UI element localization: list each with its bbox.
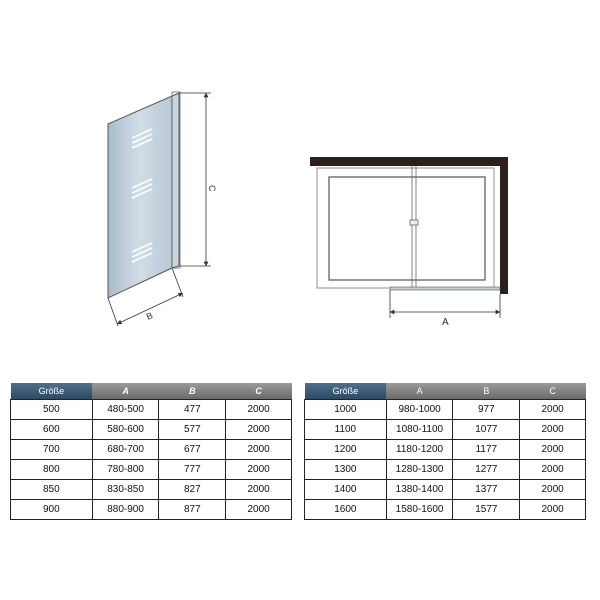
label-a: A — [442, 317, 449, 328]
size-table-left — [10, 383, 292, 520]
table-row — [11, 440, 292, 460]
cell-c: 2000 — [520, 400, 586, 420]
cell-b: 677 — [159, 440, 226, 460]
cell-size: 500 — [11, 400, 93, 420]
cell-a: 1280-1300 — [386, 460, 453, 480]
cell-size: 900 — [11, 500, 93, 520]
cell-b: 1077 — [453, 420, 520, 440]
table-row — [305, 420, 586, 440]
glass-panel-plan — [390, 287, 500, 290]
cell-size: 700 — [11, 440, 93, 460]
cell-c: 2000 — [520, 440, 586, 460]
header-b: B — [159, 383, 226, 400]
header-a: A — [386, 383, 453, 400]
glass-edge — [172, 93, 179, 268]
cell-a: 780-800 — [92, 460, 159, 480]
cell-b: 827 — [159, 480, 226, 500]
cell-c: 2000 — [520, 460, 586, 480]
header-c: C — [520, 383, 586, 400]
table-row — [305, 400, 586, 420]
cell-c: 2000 — [226, 460, 292, 480]
cell-size: 850 — [11, 480, 93, 500]
cell-b: 1577 — [453, 500, 520, 520]
table-row — [305, 480, 586, 500]
dimension-c — [180, 93, 211, 266]
cell-size: 1300 — [305, 460, 387, 480]
cell-b: 977 — [453, 400, 520, 420]
stabilizer-bar — [410, 166, 418, 287]
label-c: C — [207, 185, 217, 192]
cell-a: 980-1000 — [386, 400, 453, 420]
cell-c: 2000 — [226, 500, 292, 520]
dimension-a — [390, 290, 500, 318]
cell-c: 2000 — [520, 480, 586, 500]
cell-size: 1000 — [305, 400, 387, 420]
cell-b: 577 — [159, 420, 226, 440]
cell-size: 1100 — [305, 420, 387, 440]
table-header-row — [11, 383, 292, 400]
shower-tray-outer — [317, 168, 494, 288]
cell-c: 2000 — [520, 420, 586, 440]
cell-b: 777 — [159, 460, 226, 480]
table-row — [11, 460, 292, 480]
shower-tray-inner — [329, 177, 485, 280]
cell-b: 477 — [159, 400, 226, 420]
table-row — [11, 420, 292, 440]
cell-a: 1080-1100 — [386, 420, 453, 440]
cell-size: 1200 — [305, 440, 387, 460]
cell-a: 680-700 — [92, 440, 159, 460]
table-row — [11, 480, 292, 500]
cell-c: 2000 — [520, 500, 586, 520]
header-size: Größe — [305, 383, 387, 400]
table-row — [11, 400, 292, 420]
cell-b: 1177 — [453, 440, 520, 460]
cell-a: 480-500 — [92, 400, 159, 420]
cell-a: 1580-1600 — [386, 500, 453, 520]
label-b: B — [144, 310, 155, 322]
floor-plan-top-view — [310, 157, 508, 328]
table-row — [305, 500, 586, 520]
cell-b: 1377 — [453, 480, 520, 500]
cell-c: 2000 — [226, 480, 292, 500]
cell-c: 2000 — [226, 420, 292, 440]
glass-panel-perspective — [108, 92, 217, 326]
cell-b: 1277 — [453, 460, 520, 480]
cell-size: 1600 — [305, 500, 387, 520]
header-c: C — [226, 383, 292, 400]
cell-a: 1180-1200 — [386, 440, 453, 460]
header-b: B — [453, 383, 520, 400]
size-table-right — [304, 383, 586, 520]
cell-b: 877 — [159, 500, 226, 520]
cell-size: 600 — [11, 420, 93, 440]
table-row — [11, 500, 292, 520]
cell-a: 830-850 — [92, 480, 159, 500]
cell-a: 1380-1400 — [386, 480, 453, 500]
table-header-row — [305, 383, 586, 400]
cell-a: 880-900 — [92, 500, 159, 520]
cell-c: 2000 — [226, 440, 292, 460]
table-row — [305, 440, 586, 460]
header-a: A — [92, 383, 159, 400]
cell-a: 580-600 — [92, 420, 159, 440]
table-row — [305, 460, 586, 480]
cell-size: 1400 — [305, 480, 387, 500]
header-size: Größe — [11, 383, 93, 400]
cell-c: 2000 — [226, 400, 292, 420]
glass-pane — [108, 96, 172, 298]
cell-size: 800 — [11, 460, 93, 480]
